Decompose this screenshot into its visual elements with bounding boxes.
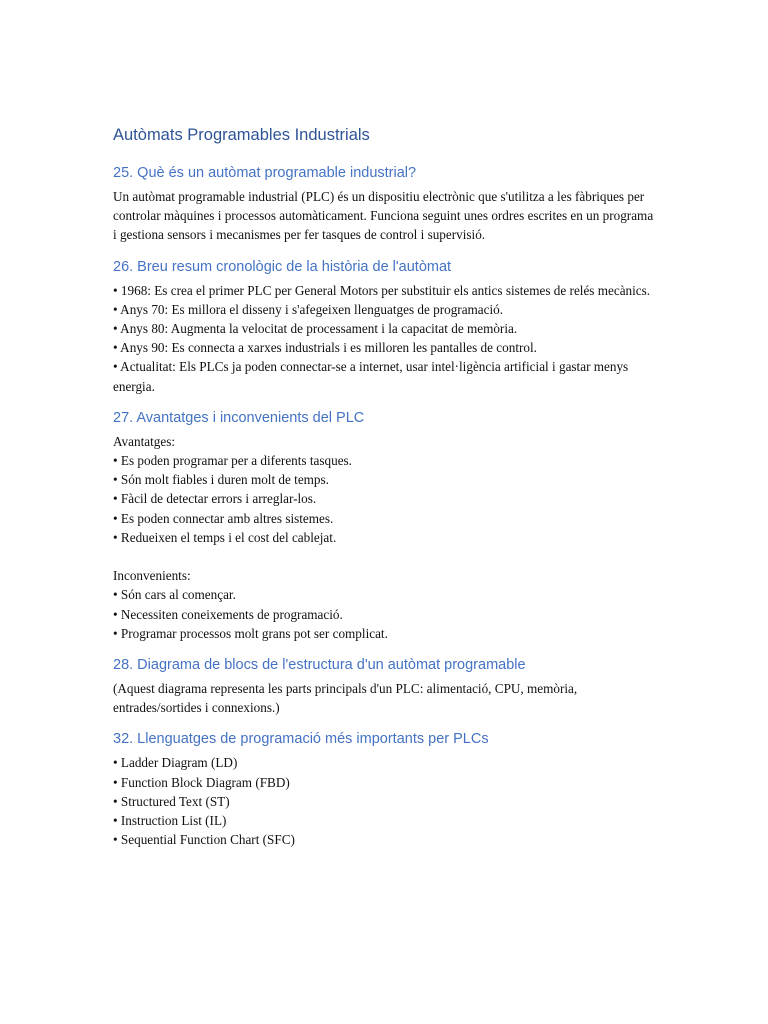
section-heading: 25. Què és un autòmat programable industrial? — [113, 165, 417, 181]
list-item: • Redueixen el temps i el cost del cablejat. — [113, 529, 337, 545]
section-32 — [113, 729, 658, 849]
list-item: • Ladder Diagram (LD) — [113, 755, 238, 771]
list-item: • Anys 80: Augmenta la velocitat de processament i la capacitat de memòria. — [113, 321, 518, 337]
list-item: • Es poden connectar amb altres sistemes. — [113, 510, 334, 526]
list-item: • Function Block Diagram (FBD) — [113, 774, 290, 790]
section-paragraph: Un autòmat programable industrial (PLC) és un dispositiu electrònic que s'utilitza a les fàbriques per controlar màquines i processos automàticament. Funciona seguint unes ordres escrites en un programa i gestiona sensors i mecanismes per fer tasques de control i supervisió. — [113, 189, 654, 243]
list-item: • Anys 70: Es millora el disseny i s'afegeixen llenguatges de programació. — [113, 301, 504, 317]
list-item: • Fàcil de detectar errors i arreglar-los. — [113, 491, 317, 507]
list-item: • Són molt fiables i duren molt de temps. — [113, 472, 329, 488]
section-26 — [113, 257, 658, 396]
section-heading: 26. Breu resum cronològic de la història de l'autòmat — [113, 258, 452, 275]
section-heading: 27. Avantatges i inconvenients del PLC — [113, 409, 365, 426]
blank-line — [113, 547, 658, 566]
section-paragraph: (Aquest diagrama representa les parts principals d'un PLC: alimentació, CPU, memòria, entrades/sortides i connexions.) — [113, 681, 578, 716]
list-item: • Es poden programar per a diferents tasques. — [113, 453, 352, 469]
advantages-label: Avantatges: — [113, 433, 176, 449]
section-28 — [113, 655, 658, 717]
section-heading: 28. Diagrama de blocs de l'estructura d'un autòmat programable — [113, 657, 526, 674]
section-27 — [113, 408, 658, 643]
list-item: • Programar processos molt grans pot ser complicat. — [113, 625, 388, 641]
section-heading: 32. Llenguatges de programació més importants per PLCs — [113, 731, 489, 748]
list-item: • Necessiten coneixements de programació. — [113, 606, 343, 622]
document-page — [113, 124, 658, 861]
list-item: • Són cars al començar. — [113, 587, 236, 603]
list-item: • Anys 90: Es connecta a xarxes industrials i es milloren les pantalles de control. — [113, 340, 537, 356]
list-item: • 1968: Es crea el primer PLC per General Motors per substituir els antics sistemes de relés mecànics. — [113, 282, 651, 298]
document-title: Autòmats Programables Industrials — [113, 126, 370, 144]
list-item: • Sequential Function Chart (SFC) — [113, 832, 295, 848]
section-25 — [113, 163, 658, 245]
list-item: • Instruction List (IL) — [113, 813, 227, 829]
list-item: • Structured Text (ST) — [113, 793, 230, 809]
disadvantages-label: Inconvenients: — [113, 568, 191, 584]
list-item: • Actualitat: Els PLCs ja poden connectar-se a internet, usar intel·ligència artificial i gastar menys energia. — [113, 359, 629, 394]
